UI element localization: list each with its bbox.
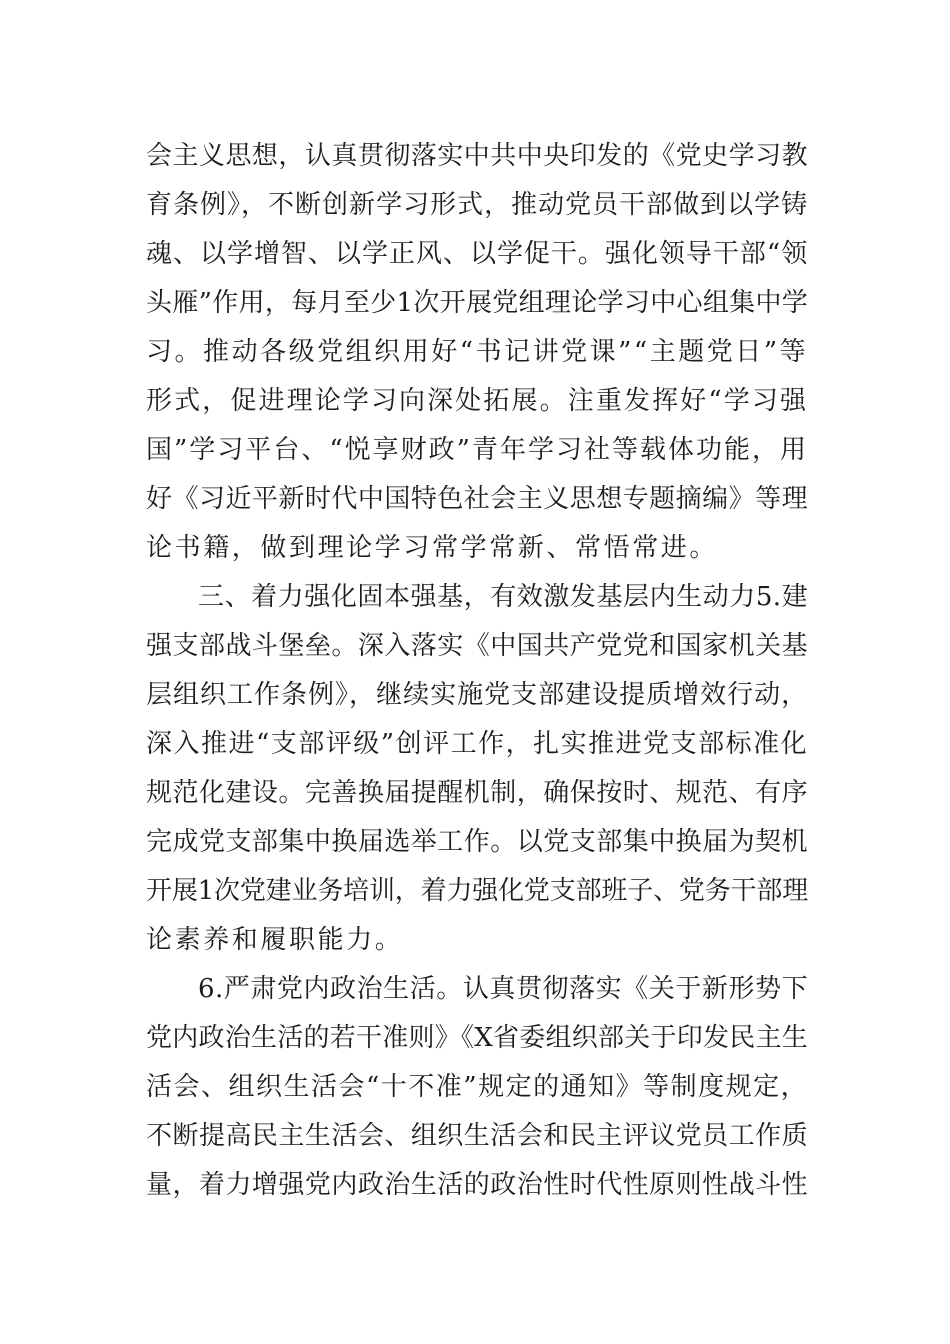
text-line: 魂、以学增智、以学正风、以学促干。强化领导干部“领: [146, 239, 808, 269]
text-line: 头雁”作用，每月至少1次开展党组理论学习中心组集中学: [146, 288, 808, 318]
text-line: 论书籍，做到理论学习常学常新、常悟常进。: [146, 533, 719, 563]
text-line: 育条例》，不断创新学习形式，推动党员干部做到以学铸: [146, 190, 808, 220]
text-line: 好《习近平新时代中国特色社会主义思想专题摘编》等理: [146, 484, 808, 514]
text-line: 层组织工作条例》，继续实施党支部建设提质增效行动，: [146, 680, 808, 710]
text-line: 6.严肃党内政治生活。认真贯彻落实《关于新形势下: [198, 974, 808, 1004]
text-line: 开展1次党建业务培训，着力强化党支部班子、党务干部理: [146, 876, 808, 906]
text-line: 完成党支部集中换届选举工作。以党支部集中换届为契机: [146, 827, 808, 857]
document-body: [146, 132, 808, 1210]
paragraph-3: [146, 965, 808, 1210]
text-line: 深入推进“支部评级”创评工作，扎实推进党支部标准化: [146, 729, 808, 759]
text-line: 强支部战斗堡垒。深入落实《中国共产党党和国家机关基: [146, 631, 808, 661]
paragraph-2: [146, 573, 808, 965]
text-line: 会主义思想，认真贯彻落实中共中央印发的《党史学习教: [146, 141, 808, 171]
text-line: 规范化建设。完善换届提醒机制，确保按时、规范、有序: [146, 778, 808, 808]
text-line: 不断提高民主生活会、组织生活会和民主评议党员工作质: [146, 1121, 808, 1151]
text-line: 三、着力强化固本强基，有效激发基层内生动力5.建: [198, 582, 808, 612]
text-line: 党内政治生活的若干准则》《X省委组织部关于印发民主生: [146, 1023, 808, 1053]
text-line: 论素养和履职能力。: [146, 925, 404, 955]
text-line: 形式，促进理论学习向深处拓展。注重发挥好“学习强: [146, 386, 808, 416]
text-line: 量，着力增强党内政治生活的政治性时代性原则性战斗性: [146, 1170, 808, 1200]
text-line: 国”学习平台、“悦享财政”青年学习社等载体功能，用: [146, 435, 808, 465]
text-line: 活会、组织生活会“十不准”规定的通知》等制度规定，: [146, 1072, 808, 1102]
paragraph-1: [146, 132, 808, 573]
text-line: 习。推动各级党组织用好“书记讲党课”“主题党日”等: [146, 337, 808, 367]
